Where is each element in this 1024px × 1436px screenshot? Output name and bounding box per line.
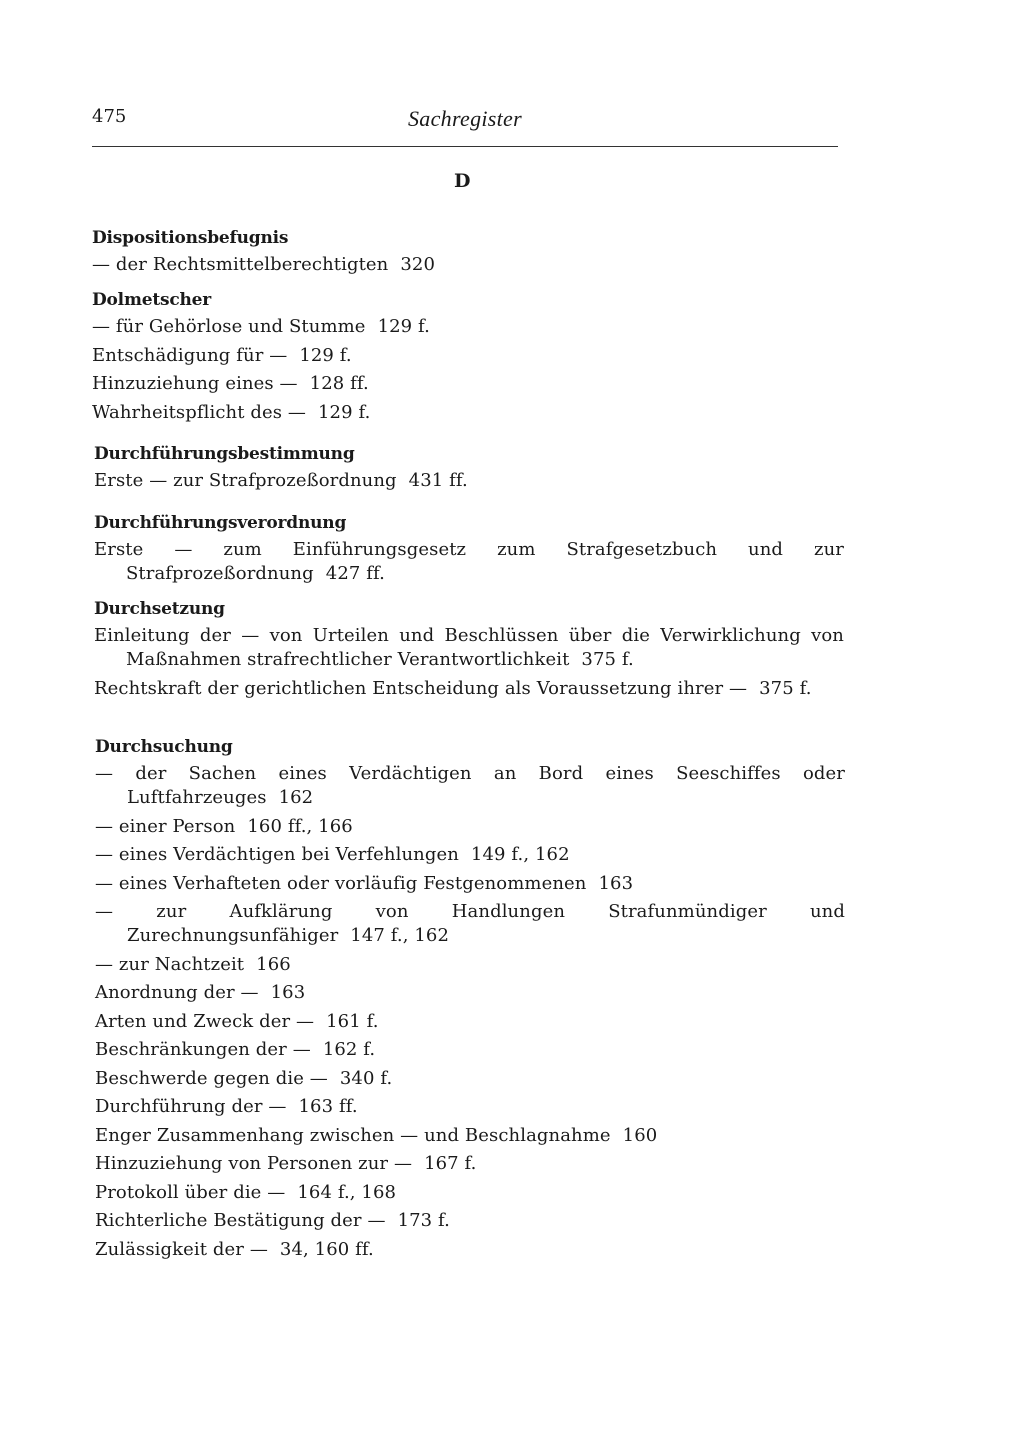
page-reference: 128 ff. xyxy=(309,373,369,394)
subentry xyxy=(95,1124,845,1148)
subentry xyxy=(94,538,844,586)
subentry xyxy=(95,1038,845,1062)
subentry xyxy=(95,1067,845,1091)
section-letter: D xyxy=(454,170,471,192)
subentry xyxy=(95,1181,845,1205)
subentry-text: Hinzuziehung von Personen zur — xyxy=(95,1153,413,1174)
subentry-text: — einer Person xyxy=(95,815,236,837)
page-reference: 149 f., 162 xyxy=(470,844,570,865)
subentry xyxy=(95,1209,845,1233)
subentry xyxy=(92,253,842,277)
page-reference: 163 xyxy=(598,872,634,894)
page-reference: 129 f. xyxy=(318,401,371,423)
subentry-text: Wahrheitspflicht des — xyxy=(92,401,306,423)
subentry-text: Beschränkungen der — xyxy=(95,1039,311,1060)
page-reference: 163 xyxy=(270,982,306,1003)
subentry xyxy=(95,762,845,810)
entry-headword: Dolmetscher xyxy=(92,290,212,310)
index-entry xyxy=(92,288,842,429)
subentry-text: Rechtskraft der gerichtlichen Entscheidung als Voraussetzung ihrer — xyxy=(94,677,748,699)
subentry xyxy=(92,315,842,339)
subentry-text: Arten und Zweck der — xyxy=(95,1010,315,1032)
page-reference: 161 f. xyxy=(326,1010,379,1032)
page-reference: 340 f. xyxy=(339,1067,393,1089)
subentry-text: Erste — zum Einführungsgesetz zum Strafgesetzbuch und zur Strafprozeßordnung xyxy=(94,539,844,584)
entry-headword: Dispositionsbefugnis xyxy=(92,228,289,248)
subentry xyxy=(95,872,845,896)
subentry xyxy=(94,469,844,493)
subentry xyxy=(95,1238,845,1262)
subentry-text: Anordnung der — xyxy=(95,982,259,1003)
page-reference: 375 f. xyxy=(581,649,634,670)
running-head xyxy=(92,106,838,134)
subentry-text: — eines Verhafteten oder vorläufig Festgenommenen xyxy=(95,872,587,894)
page-reference: 166 xyxy=(256,953,291,975)
subentry-text: Beschwerde gegen die — xyxy=(95,1067,328,1089)
entry-headword: Durchsuchung xyxy=(95,737,233,757)
subentry xyxy=(94,677,844,701)
page-reference: 162 xyxy=(278,787,314,808)
page-reference: 160 xyxy=(622,1124,658,1146)
page-reference: 147 f., 162 xyxy=(350,925,450,946)
page-reference: 173 f. xyxy=(397,1210,450,1231)
subentry xyxy=(95,1152,845,1176)
subentry-text: Enger Zusammenhang zwischen — und Beschlagnahme xyxy=(95,1124,611,1146)
subentry xyxy=(94,624,844,672)
page-number: 475 xyxy=(92,106,127,127)
subentry-text: Entschädigung für — xyxy=(92,344,288,366)
page-reference: 164 f., 168 xyxy=(297,1181,397,1203)
index-entry xyxy=(94,511,844,591)
subentry xyxy=(92,401,842,425)
subentry xyxy=(95,981,845,1005)
page-reference: 375 f. xyxy=(759,677,812,699)
index-entry xyxy=(92,226,842,282)
page-reference: 160 ff., 166 xyxy=(247,815,353,837)
subentry-text: Einleitung der — von Urteilen und Beschlüssen über die Verwirklichung von Maßnahmen strafrechtlicher Verantwortlichkeit xyxy=(94,625,844,670)
subentry-text: — der Rechtsmittelberechtigten xyxy=(92,254,389,275)
subentry-text: — für Gehörlose und Stumme xyxy=(92,316,366,337)
page-reference: 431 ff. xyxy=(408,470,468,491)
subentry xyxy=(92,372,842,396)
subentry-text: — eines Verdächtigen bei Verfehlungen xyxy=(95,844,459,865)
page-reference: 129 f. xyxy=(377,316,430,337)
entry-headword: Durchsetzung xyxy=(94,599,225,619)
subentry xyxy=(95,843,845,867)
subentry-text: — zur Nachtzeit xyxy=(95,953,245,975)
subentry xyxy=(95,900,845,948)
subentry-text: — zur Aufklärung von Handlungen Strafunmündiger und Zurechnungsunfähiger xyxy=(95,901,845,946)
subentry-text: Zulässigkeit der — xyxy=(95,1238,268,1260)
subentry-text: Hinzuziehung eines — xyxy=(92,373,298,394)
running-title: Sachregister xyxy=(408,106,522,131)
entry-headword: Durchführungsbestimmung xyxy=(94,444,355,464)
index-entry xyxy=(94,442,844,498)
index-entry xyxy=(95,735,845,1266)
page-reference: 163 ff. xyxy=(298,1096,358,1117)
subentry xyxy=(95,953,845,977)
subentry xyxy=(95,1010,845,1034)
subentry xyxy=(95,1095,845,1119)
entry-headword: Durchführungsverordnung xyxy=(94,513,347,533)
subentry-text: Erste — zur Strafprozeßordnung xyxy=(94,470,397,491)
page-reference: 167 f. xyxy=(424,1153,477,1174)
page-reference: 427 ff. xyxy=(325,563,385,584)
subentry xyxy=(95,815,845,839)
subentry xyxy=(92,344,842,368)
subentry-text: Richterliche Bestätigung der — xyxy=(95,1210,386,1231)
page-reference: 162 f. xyxy=(322,1039,376,1060)
subentry-text: Protokoll über die — xyxy=(95,1181,286,1203)
page-reference: 320 xyxy=(400,254,436,275)
subentry-text: — der Sachen eines Verdächtigen an Bord eines Seeschiffes oder Luftfahrzeuges xyxy=(95,763,845,808)
page-reference: 34, 160 ff. xyxy=(279,1238,374,1260)
subentry-text: Durchführung der — xyxy=(95,1096,287,1117)
index-entry xyxy=(94,597,844,705)
page-reference: 129 f. xyxy=(299,344,352,366)
header-rule xyxy=(92,146,838,147)
